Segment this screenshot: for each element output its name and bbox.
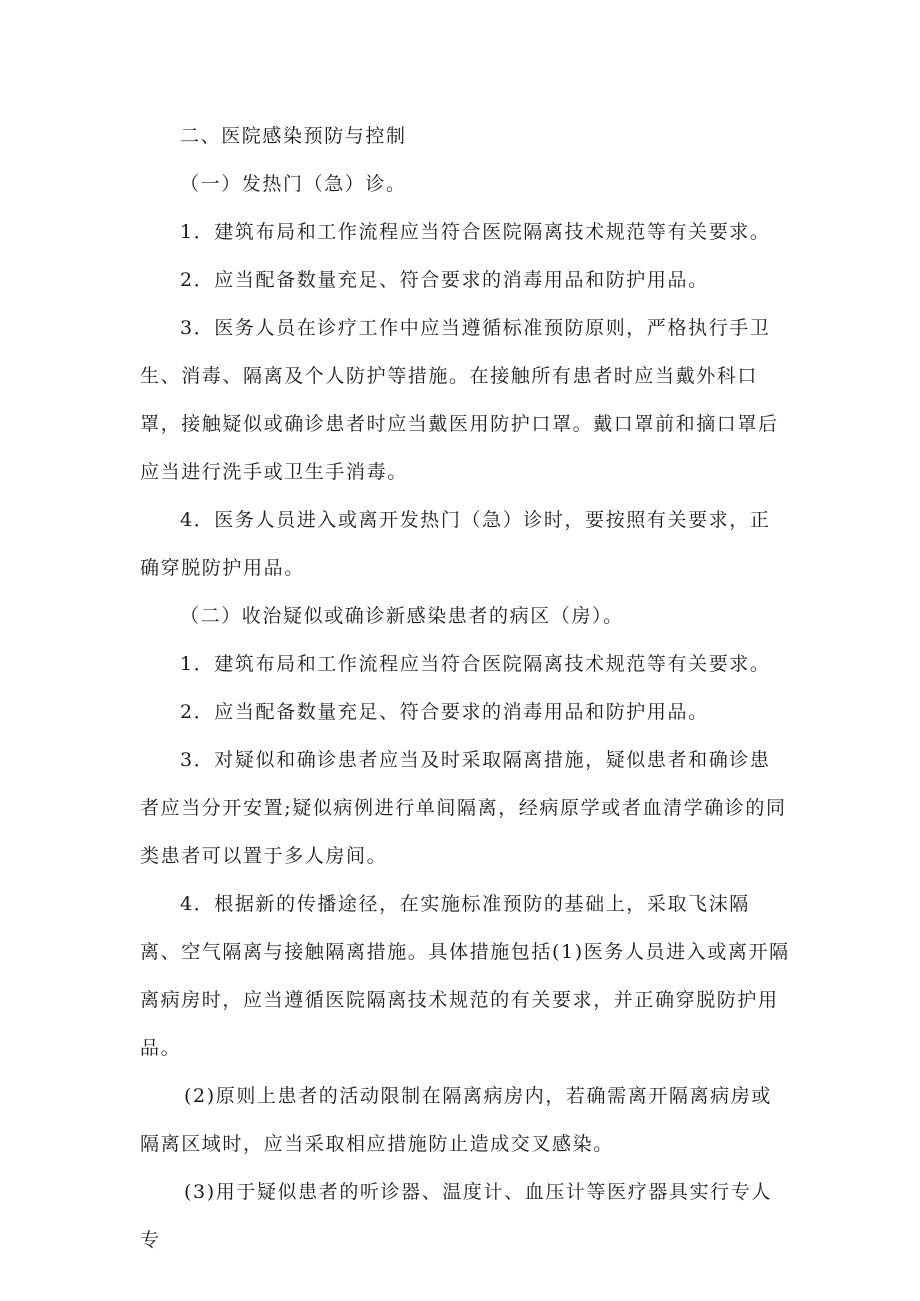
subsection-heading: （一）发热门（急）诊。 (180, 173, 407, 195)
list-item: 4．根据新的传播途径，在实施标准预防的基础上，采取飞沫隔离、空气隔离与接触隔离措施。具体措施包括(1)医务人员进入或离开隔离病房时，应当遵循医院隔离技术规范的有关要求，并正确穿脱防护用品。 (140, 893, 790, 1059)
list-item: 3．医务人员在诊疗工作中应当遵循标准预防原则，严格执行手卫生、消毒、隔离及个人防护等措施。在接触所有患者时应当戴外科口罩，接触疑似或确诊患者时应当戴医用防护口罩。戴口罩前和摘口罩后应当进行洗手或卫生手消毒。 (140, 317, 779, 483)
list-subitem: (3)用于疑似患者的听诊器、温度计、血压计等医疗器具实行专人专 (140, 1181, 772, 1251)
list-item: 1．建筑布局和工作流程应当符合医院隔离技术规范等有关要求。 (180, 653, 771, 675)
list-item: 4．医务人员进入或离开发热门（急）诊时，要按照有关要求，正确穿脱防护用品。 (140, 509, 771, 579)
subsection-heading: （二）收治疑似或确诊新感染患者的病区（房）。 (180, 605, 624, 627)
section-heading: 二、医院感染预防与控制 (180, 125, 407, 147)
list-item: 1．建筑布局和工作流程应当符合医院隔离技术规范等有关要求。 (180, 221, 771, 243)
list-item: 2．应当配备数量充足、符合要求的消毒用品和防护用品。 (180, 269, 709, 291)
document-page (140, 112, 790, 1264)
list-item: 3．对疑似和确诊患者应当及时采取隔离措施，疑似患者和确诊患者应当分开安置;疑似病例进行单间隔离，经病原学或者血清学确诊的同类患者可以置于多人房间。 (140, 749, 787, 867)
list-subitem: (2)原则上患者的活动限制在隔离病房内，若确需离开隔离病房或隔离区域时，应当采取相应措施防止造成交叉感染。 (140, 1085, 772, 1155)
list-item: 2．应当配备数量充足、符合要求的消毒用品和防护用品。 (180, 701, 709, 723)
